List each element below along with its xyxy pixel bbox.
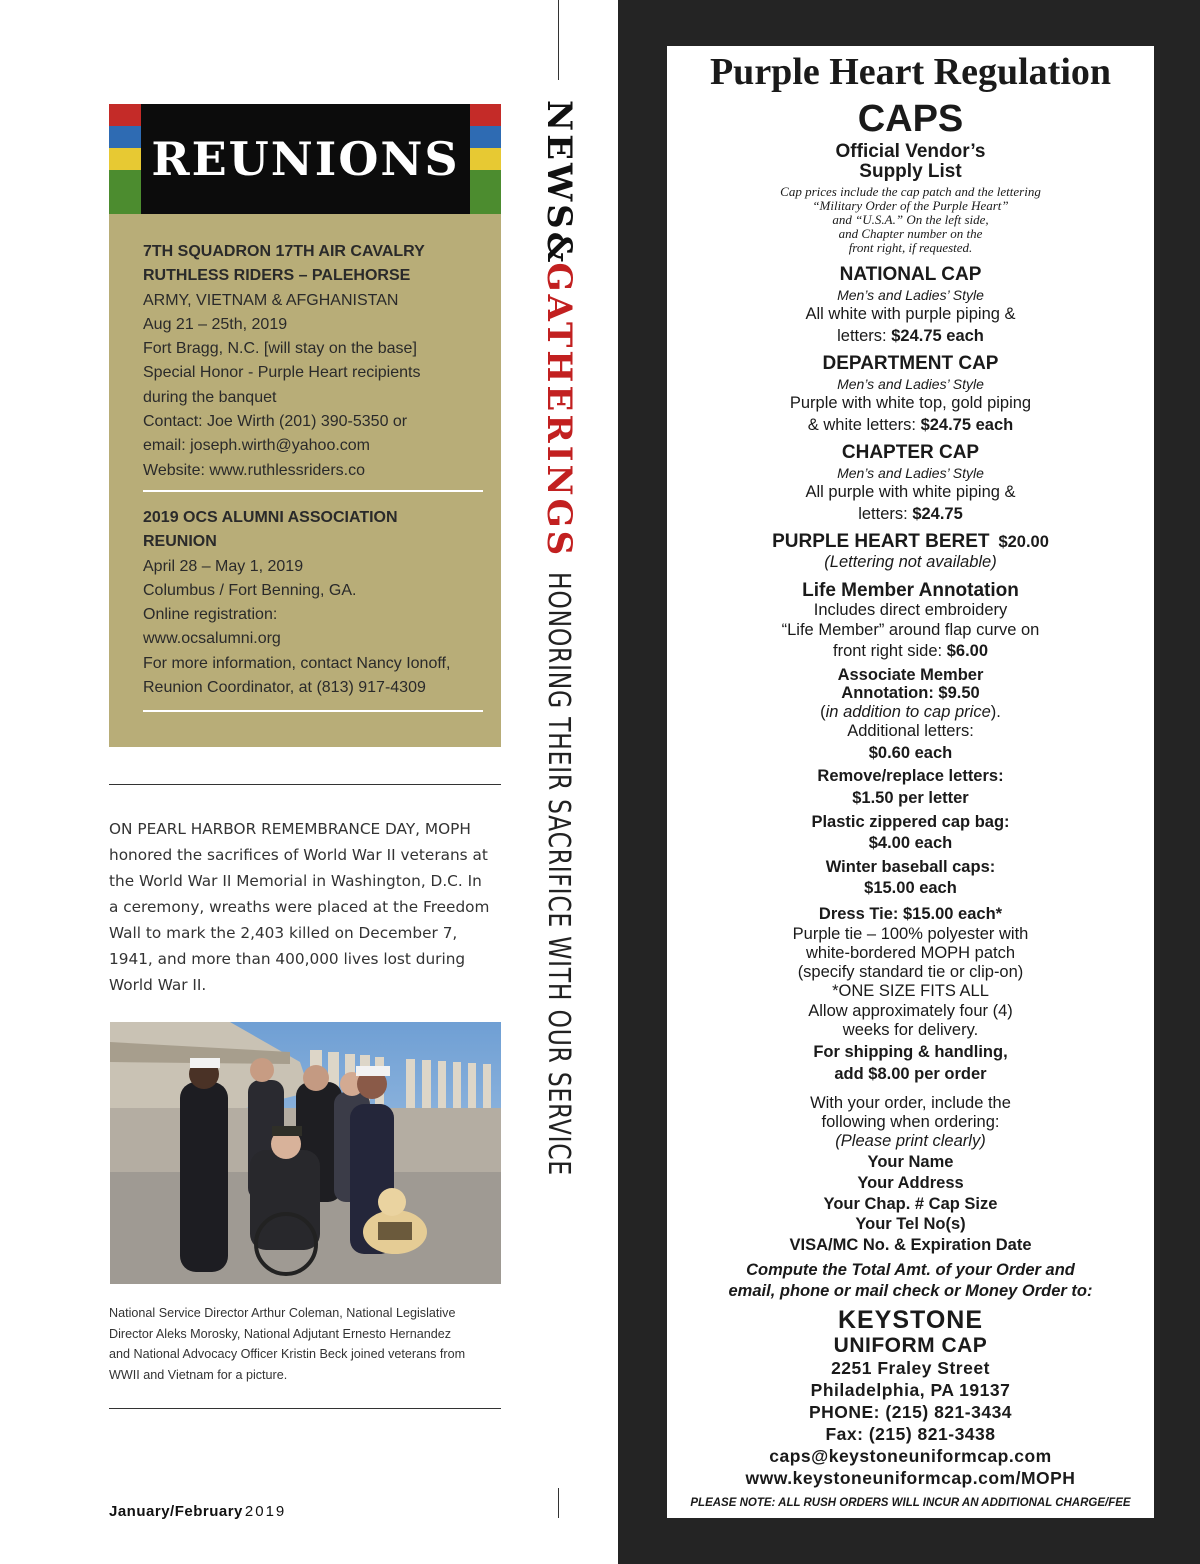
- article-line: honored the sacrifices of World War II veterans at: [109, 846, 488, 864]
- caption-line: WWII and Vietnam for a picture.: [109, 1367, 288, 1382]
- reunion-7th-squadron: [143, 240, 489, 483]
- issue-date: [109, 1503, 286, 1520]
- section-ampersand: &: [539, 231, 579, 263]
- ad-caps-heading: CAPS: [857, 98, 964, 140]
- photo-illustration: [110, 1022, 501, 1284]
- caption-line: National Service Director Arthur Coleman, National Legislative: [109, 1306, 456, 1320]
- reunion-line: 7TH SQUADRON 17TH AIR CAVALRY: [143, 243, 425, 260]
- life-member-title: Life Member Annotation: [802, 580, 1019, 601]
- reunion-line: ARMY, VIETNAM & AFGHANISTAN: [143, 291, 399, 309]
- reunion-ocs-alumni: [143, 506, 489, 700]
- reunions-title: REUNIONS: [151, 132, 460, 186]
- order-field: Your Chap. # Cap Size: [823, 1195, 998, 1213]
- ad-intro-line: and “U.S.A.” On the left side,: [832, 212, 989, 227]
- divider: [558, 1488, 559, 1518]
- reunion-line: REUNION: [143, 533, 217, 551]
- additional-letters-label: Additional letters:: [847, 722, 974, 740]
- life-member-line: Includes direct embroidery: [813, 601, 1008, 619]
- article-line: ON PEARL HARBOR REMEMBRANCE DAY, MOPH: [109, 820, 471, 838]
- remove-letters-label: Remove/replace letters:: [817, 767, 1004, 785]
- department-cap-style: Men’s and Ladies’ Style: [837, 376, 984, 392]
- chapter-cap-title: CHAPTER CAP: [841, 442, 980, 463]
- reunion-line: Contact: Joe Wirth (201) 390-5350 or: [143, 413, 408, 431]
- compute-line: Compute the Total Amt. of your Order and: [746, 1261, 1075, 1279]
- department-cap-title: DEPARTMENT CAP: [822, 353, 999, 374]
- order-instructions: (Please print clearly): [835, 1132, 986, 1150]
- national-cap-desc: All white with purple piping &: [805, 305, 1016, 323]
- reunion-email[interactable]: email: joseph.wirth@yahoo.com: [143, 437, 371, 455]
- order-field: VISA/MC No. & Expiration Date: [789, 1236, 1032, 1254]
- winter-caps-label: Winter baseball caps:: [825, 858, 996, 876]
- shipping-price: add $8.00 per order: [834, 1065, 987, 1083]
- issue-month: January/February: [109, 1503, 243, 1520]
- rush-order-note: PLEASE NOTE: ALL RUSH ORDERS WILL INCUR AN ADDITIONAL CHARGE/FEE: [690, 1497, 1131, 1509]
- wwii-memorial-photo: [110, 1022, 501, 1284]
- price-label: front right side:: [832, 642, 947, 660]
- chapter-cap-price: $24.75: [912, 505, 963, 523]
- section-gatherings: GATHERINGS: [539, 262, 579, 559]
- issue-year: 2019: [244, 1503, 287, 1520]
- reunion-line: Online registration:: [143, 606, 278, 624]
- order-field: Your Tel No(s): [855, 1215, 966, 1233]
- national-cap-title: NATIONAL CAP: [839, 264, 982, 285]
- company-subtitle: UNIFORM CAP: [833, 1334, 988, 1357]
- reunion-line: Special Honor - Purple Heart recipients: [143, 364, 421, 382]
- order-instructions: With your order, include the: [810, 1094, 1011, 1112]
- caption-line: and National Advocacy Officer Kristin Beck joined veterans from: [109, 1347, 466, 1361]
- price-label: & white letters:: [807, 416, 921, 434]
- additional-letters-price: $0.60 each: [868, 744, 953, 762]
- national-cap-price: $24.75 each: [891, 327, 984, 345]
- ad-title: Purple Heart Regulation: [709, 51, 1112, 93]
- reunion-line: Reunion Coordinator, at (813) 917-4309: [143, 679, 426, 697]
- beret-line: [667, 531, 1154, 553]
- national-cap-price-line: [667, 327, 1154, 346]
- order-field: Your Address: [857, 1174, 964, 1192]
- paren: (: [820, 703, 826, 721]
- reunion-line: For more information, contact Nancy Ionoff,: [143, 654, 451, 672]
- reunion-line: Aug 21 – 25th, 2019: [143, 315, 288, 333]
- article-line: 1941, and more than 400,000 lives lost during: [109, 950, 466, 968]
- reunion-line: RUTHLESS RIDERS – PALEHORSE: [143, 267, 411, 285]
- dress-tie-line: *ONE SIZE FITS ALL: [832, 982, 989, 1000]
- dress-tie-line: white-bordered MOPH patch: [805, 944, 1016, 962]
- paren: ).: [990, 703, 1001, 721]
- associate-price: Annotation: $9.50: [841, 684, 980, 702]
- dress-tie-title: Dress Tie: $15.00 each*: [818, 905, 1003, 923]
- order-field: Your Name: [867, 1153, 954, 1171]
- cap-bag-label: Plastic zippered cap bag:: [811, 813, 1010, 831]
- reunion-line: during the banquet: [143, 388, 277, 406]
- divider: [143, 490, 483, 492]
- reunion-website[interactable]: Website: www.ruthlessriders.co: [143, 461, 365, 479]
- reunion-website[interactable]: www.ocsalumni.org: [143, 630, 281, 648]
- caption-line: Director Aleks Morosky, National Adjutant Ernesto Hernandez: [109, 1326, 452, 1341]
- company-city: Philadelphia, PA 19137: [810, 1380, 1011, 1400]
- cap-bag-price: $4.00 each: [868, 834, 953, 852]
- article-line: World War II.: [109, 976, 207, 994]
- department-cap-desc: Purple with white top, gold piping: [789, 394, 1032, 412]
- ad-vendor-line1: Official Vendor’s: [835, 141, 986, 162]
- reunions-header: [141, 104, 470, 214]
- ad-intro-line: and Chapter number on the: [838, 226, 983, 241]
- divider: [109, 784, 501, 785]
- company-street: 2251 Fraley Street: [831, 1358, 990, 1378]
- divider: [558, 0, 559, 80]
- reunion-line: April 28 – May 1, 2019: [143, 557, 304, 575]
- price-label: letters:: [858, 505, 913, 523]
- chapter-cap-price-line: [667, 505, 1154, 524]
- life-member-price-line: [667, 642, 1154, 661]
- compute-line: email, phone or mail check or Money Order to:: [728, 1282, 1093, 1300]
- company-name: KEYSTONE: [837, 1306, 984, 1334]
- reunions-panel: [109, 214, 501, 747]
- chapter-cap-style: Men’s and Ladies’ Style: [837, 465, 984, 481]
- section-tagline: HONORING THEIR SACRIFICE WITH OUR SERVICE: [541, 572, 577, 1177]
- article-line: a ceremony, wreaths were placed at the Freedom: [109, 898, 490, 916]
- photo-caption: [109, 1303, 501, 1385]
- reunion-line: 2019 OCS ALUMNI ASSOCIATION: [143, 509, 398, 526]
- company-phone: PHONE: (215) 821-3434: [808, 1402, 1013, 1422]
- divider: [143, 710, 483, 712]
- remove-letters-price: $1.50 per letter: [852, 789, 969, 807]
- associate-note-text: in addition to cap price: [825, 703, 991, 721]
- life-member-price: $6.00: [946, 642, 989, 660]
- ad-vendor-line2: Supply List: [859, 161, 962, 182]
- section-news: NEWS: [539, 100, 579, 232]
- beret-price: $20.00: [998, 533, 1049, 551]
- ad-intro-line: front right, if requested.: [848, 240, 973, 255]
- national-cap-style: Men’s and Ladies’ Style: [837, 287, 984, 303]
- article-line: Wall to mark the 2,403 killed on December 7,: [109, 924, 458, 942]
- ad-intro-line: Cap prices include the cap patch and the lettering: [780, 184, 1041, 199]
- department-cap-price: $24.75 each: [920, 416, 1014, 434]
- company-fax: Fax: (215) 821-3438: [825, 1424, 996, 1444]
- order-instructions: following when ordering:: [821, 1113, 1000, 1131]
- dress-tie-line: Allow approximately four (4): [808, 1002, 1013, 1020]
- beret-title: PURPLE HEART BERET: [772, 531, 990, 552]
- winter-caps-price: $15.00 each: [864, 879, 957, 897]
- ad-intro-line: “Military Order of the Purple Heart”: [812, 198, 1009, 213]
- associate-note: [667, 703, 1154, 722]
- shipping-label: For shipping & handling,: [813, 1043, 1008, 1061]
- department-cap-price-line: [667, 416, 1154, 435]
- reunion-line: Columbus / Fort Benning, GA.: [143, 581, 357, 599]
- pearl-harbor-article: [109, 816, 502, 998]
- section-title-vertical: [539, 100, 579, 1480]
- associate-line: Associate Member: [837, 666, 984, 684]
- dress-tie-line: (specify standard tie or clip-on): [797, 963, 1024, 981]
- beret-note: (Lettering not available): [824, 553, 997, 571]
- reunion-line: Fort Bragg, N.C. [will stay on the base]: [143, 340, 417, 358]
- company-website[interactable]: www.keystoneuniformcap.com/MOPH: [745, 1468, 1076, 1488]
- life-member-line: “Life Member” around flap curve on: [781, 621, 1040, 639]
- company-email[interactable]: caps@keystoneuniformcap.com: [769, 1446, 1052, 1466]
- dress-tie-line: weeks for delivery.: [842, 1021, 979, 1039]
- dress-tie-line: Purple tie – 100% polyester with: [792, 925, 1029, 943]
- chapter-cap-desc: All purple with white piping &: [805, 483, 1016, 501]
- price-label: letters:: [837, 327, 892, 345]
- article-line: the World War II Memorial in Washington, D.C. In: [109, 872, 482, 890]
- divider: [109, 1408, 501, 1409]
